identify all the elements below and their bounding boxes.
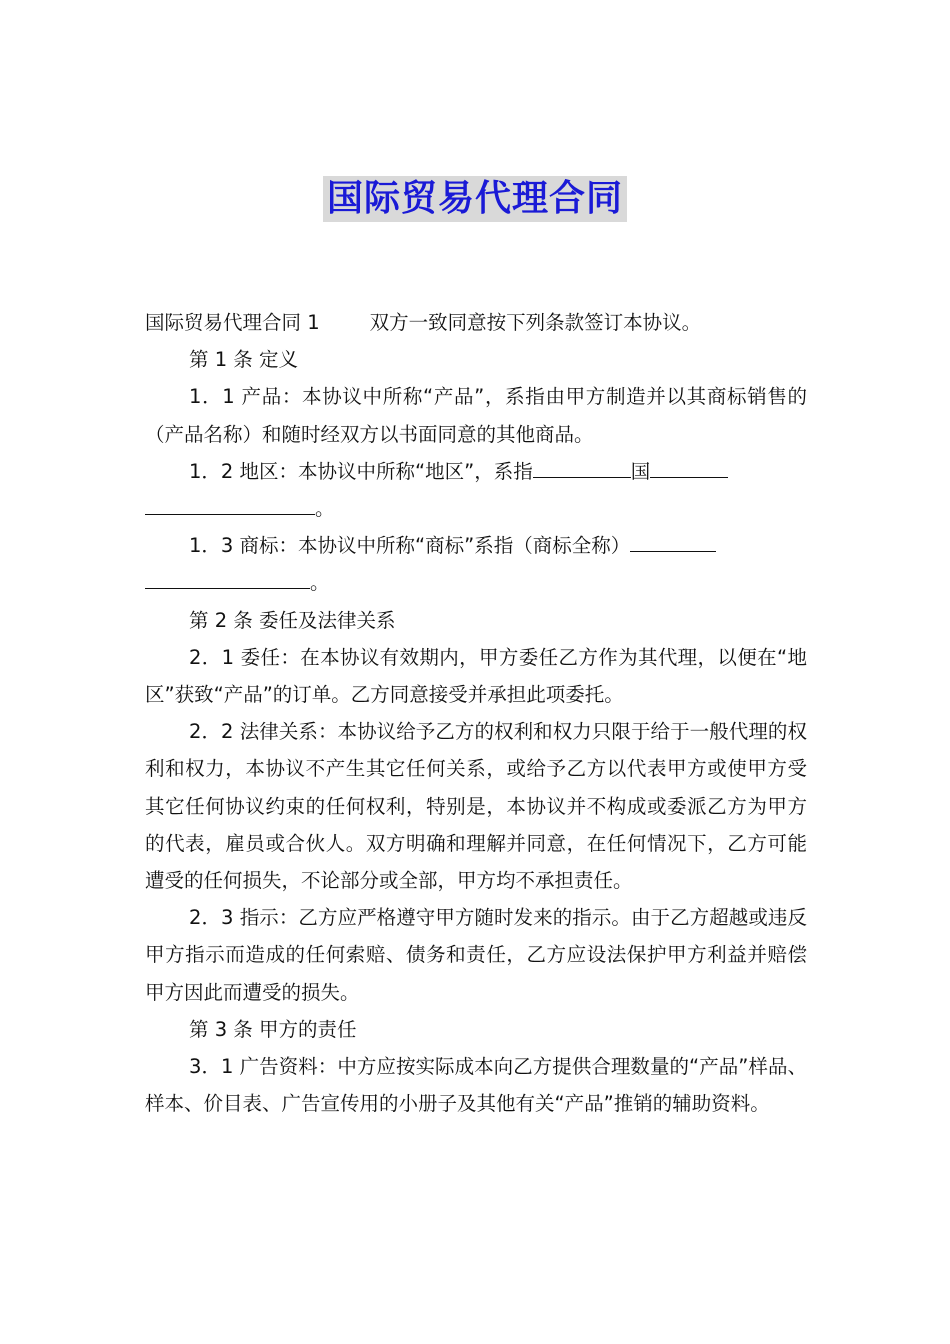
clause-3-1: 3．1 广告资料：中方应按实际成本向乙方提供合理数量的“产品”样品、样本、价目表、广告宣传用的小册子及其他有关“产品”推销的辅助资料。 [145, 1055, 807, 1116]
intro-line [145, 304, 807, 341]
clause-1-2-text: 1．2 地区：本协议中所称“地区”，系指 [189, 459, 533, 483]
blank-trademark-2 [145, 564, 310, 589]
document-title: 国际贸易代理合同 [323, 176, 627, 222]
clause-1-2-end: 。 [315, 497, 335, 521]
document-body [145, 304, 807, 1122]
clause-2-2: 2．2 法律关系：本协议给予乙方的权利和权力只限于给于一般代理的权利和权力，本协议不产生其它任何关系，或给予乙方以代表甲方或使甲方受其它任何协议约束的任何权利，特别是，本协议并不构成或委派乙方为甲方的代表，雇员或合伙人。双方明确和理解并同意，在任何情况下，乙方可能遭受的任何损失，不论部分或全部，甲方均不承担责任。 [145, 720, 807, 893]
intro-right: 双方一致同意按下列条款签订本协议。 [369, 311, 702, 334]
title-area [0, 176, 950, 222]
clause-2-1: 2．1 委任：在本协议有效期内，甲方委任乙方作为其代理，以便在“地区”获致“产品”的订单。乙方同意接受并承担此项委托。 [145, 645, 807, 707]
article-1-heading: 第 1 条 定义 [189, 348, 299, 372]
blank-trademark-1 [630, 527, 716, 552]
clause-1-3-end: 。 [310, 571, 330, 595]
clause-1-3 [145, 527, 807, 601]
blank-country-2b [145, 490, 315, 515]
intro-left: 国际贸易代理合同 1 [145, 311, 320, 334]
clause-1-1: 1．1 产品：本协议中所称“产品”，系指由甲方制造并以其商标销售的（产品名称）和随时经双方以书面同意的其他商品。 [145, 385, 807, 446]
clause-1-2-country: 国 [630, 459, 651, 483]
blank-country-2a [650, 453, 728, 478]
blank-country-1 [533, 453, 631, 478]
clause-1-3-text: 1．3 商标：本协议中所称“商标”系指（商标全称） [189, 534, 631, 558]
article-2-heading: 第 2 条 委任及法律关系 [189, 608, 396, 632]
article-3-heading: 第 3 条 甲方的责任 [189, 1017, 357, 1041]
clause-2-3: 2．3 指示：乙方应严格遵守甲方随时发来的指示。由于乙方超越或违反甲方指示而造成的任何索赔、债务和责任，乙方应设法保护甲方利益并赔偿甲方因此而遭受的损失。 [145, 906, 807, 1004]
clause-1-2 [145, 453, 807, 527]
